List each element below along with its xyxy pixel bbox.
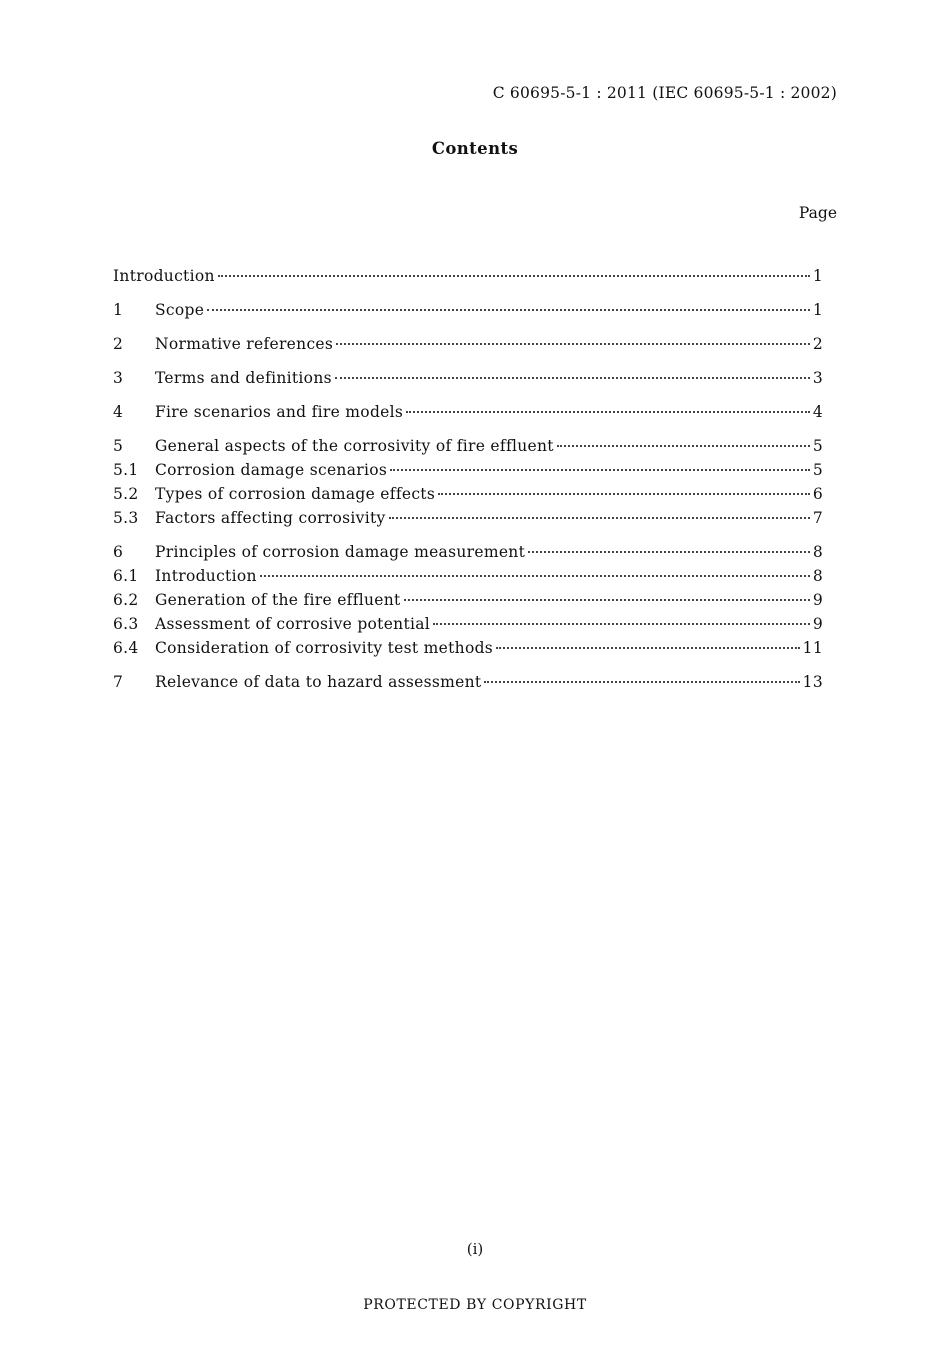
toc-entry-number: 4 xyxy=(113,403,124,421)
toc-entry-5-1[interactable] xyxy=(113,458,823,482)
toc-dot-leader xyxy=(433,623,810,625)
standard-id: C 60695-5-1 : 2011 (IEC 60695-5-1 : 2002) xyxy=(492,84,837,102)
toc-entry-number: 6 xyxy=(113,543,124,561)
toc-dot-leader xyxy=(336,343,810,345)
toc-dot-leader xyxy=(260,575,810,577)
toc-entry-page: 5 xyxy=(812,461,823,479)
toc-dot-leader xyxy=(528,551,810,553)
toc-entry-number: 6.2 xyxy=(113,591,139,609)
toc-entry-4[interactable] xyxy=(113,400,823,424)
toc-entry-2[interactable] xyxy=(113,332,823,356)
toc-entry-title: Fire scenarios and fire models xyxy=(155,403,404,421)
toc-entry-page: 1 xyxy=(812,267,823,285)
toc-entry-title: General aspects of the corrosivity of fire effluent xyxy=(155,437,554,455)
toc-entry-title: Assessment of corrosive potential xyxy=(155,615,431,633)
toc-entry-title: Factors affecting corrosivity xyxy=(155,509,386,527)
toc-entry-title: Consideration of corrosivity test methods xyxy=(155,639,494,657)
toc-entry-page: 5 xyxy=(812,437,823,455)
toc-entry-number: 6.4 xyxy=(113,639,139,657)
toc-entry-number: 2 xyxy=(113,335,124,353)
toc-dot-leader xyxy=(335,377,810,379)
toc-entry-number: 5.1 xyxy=(113,461,139,479)
toc-entry-title: Scope xyxy=(155,301,205,319)
toc-entry-page: 9 xyxy=(812,615,823,633)
toc-entry-title: Normative references xyxy=(155,335,334,353)
toc-entry-page: 6 xyxy=(812,485,823,503)
toc-entry-6-2[interactable] xyxy=(113,588,823,612)
toc-dot-leader xyxy=(207,309,810,311)
toc-entry-title: Terms and definitions xyxy=(155,369,332,387)
toc-entry-page: 11 xyxy=(802,639,823,657)
toc-dot-leader xyxy=(218,275,810,277)
toc-entry-title: Corrosion damage scenarios xyxy=(155,461,388,479)
toc-dot-leader xyxy=(484,681,799,683)
toc-entry-3[interactable] xyxy=(113,366,823,390)
toc-entry-page: 3 xyxy=(812,369,823,387)
page-title: Contents xyxy=(431,139,519,158)
toc-entry-number: 5 xyxy=(113,437,124,455)
toc-entry-7[interactable] xyxy=(113,670,823,694)
toc-entry-title: Relevance of data to hazard assessment xyxy=(155,673,482,691)
toc-dot-leader xyxy=(438,493,810,495)
table-of-contents xyxy=(113,264,823,694)
toc-entry-5[interactable] xyxy=(113,434,823,458)
toc-entry-number: 3 xyxy=(113,369,124,387)
toc-entry-page: 4 xyxy=(812,403,823,421)
toc-dot-leader xyxy=(406,411,810,413)
toc-entry-number: 5.2 xyxy=(113,485,139,503)
toc-dot-leader xyxy=(496,647,800,649)
toc-entry-page: 1 xyxy=(812,301,823,319)
toc-entry-number: 6.1 xyxy=(113,567,139,585)
page-number: (i) xyxy=(466,1240,484,1258)
toc-entry-6[interactable] xyxy=(113,540,823,564)
toc-entry-6-4[interactable] xyxy=(113,636,823,660)
toc-entry-page: 2 xyxy=(812,335,823,353)
toc-entry-number: 5.3 xyxy=(113,509,139,527)
toc-entry-5-2[interactable] xyxy=(113,482,823,506)
copyright-footer: PROTECTED BY COPYRIGHT xyxy=(363,1297,587,1313)
toc-entry-page: 9 xyxy=(812,591,823,609)
page-column-label: Page xyxy=(798,204,837,222)
toc-dot-leader xyxy=(557,445,810,447)
toc-dot-leader xyxy=(389,517,810,519)
toc-dot-leader xyxy=(390,469,810,471)
toc-dot-leader xyxy=(404,599,810,601)
toc-entry-number: 6.3 xyxy=(113,615,139,633)
toc-entry-5-3[interactable] xyxy=(113,506,823,530)
toc-entry-page: 7 xyxy=(812,509,823,527)
toc-entry-number: 1 xyxy=(113,301,124,319)
toc-entry-title: Generation of the fire effluent xyxy=(155,591,401,609)
toc-entry-page: 8 xyxy=(812,567,823,585)
toc-entry-introduction[interactable] xyxy=(113,264,823,288)
toc-entry-6-3[interactable] xyxy=(113,612,823,636)
toc-entry-page: 13 xyxy=(802,673,823,691)
toc-entry-title: Types of corrosion damage effects xyxy=(155,485,436,503)
toc-entry-title: Principles of corrosion damage measurement xyxy=(155,543,526,561)
toc-entry-1[interactable] xyxy=(113,298,823,322)
toc-entry-6-1[interactable] xyxy=(113,564,823,588)
toc-entry-title: Introduction xyxy=(155,567,257,585)
toc-entry-page: 8 xyxy=(812,543,823,561)
toc-entry-number: 7 xyxy=(113,673,124,691)
toc-entry-title: Introduction xyxy=(113,267,215,285)
